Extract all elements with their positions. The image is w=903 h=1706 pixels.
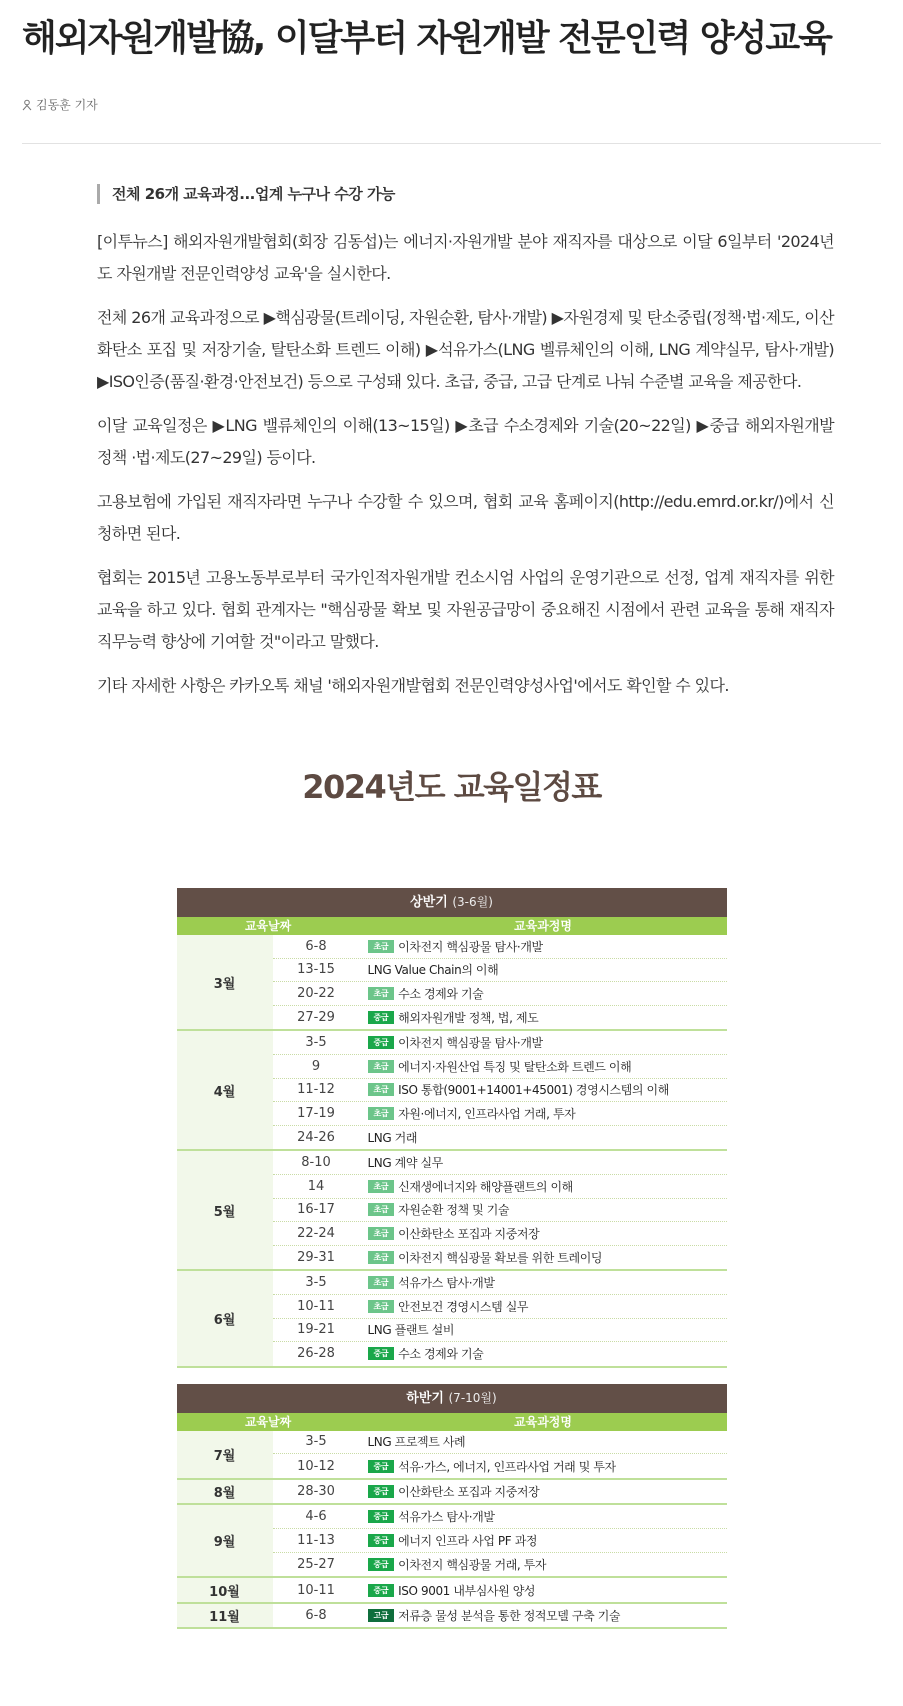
level-badge: 중급 [368,1534,395,1547]
level-badge: 중급 [368,1584,395,1597]
course-cell [360,961,727,978]
table-row [273,1222,727,1246]
column-header-course: 교육과정명 [514,919,572,933]
table-row [273,1578,727,1602]
month-rows [273,1505,727,1576]
month-group [177,1480,727,1506]
course-cell [360,985,727,1002]
course-date: 29-31 [297,1250,335,1266]
month-label: 6월 [177,1271,273,1365]
month-rows [273,1480,727,1504]
table-row [273,935,727,959]
course-name: 신재생에너지와 해양플랜트의 이해 [398,1179,573,1194]
course-date: 22-24 [297,1225,335,1241]
course-name: 해외자원개발 정책, 법, 제도 [398,1011,539,1026]
month-label: 7월 [177,1431,273,1478]
month-label: 4월 [177,1031,273,1149]
course-name: 이산화탄소 포집과 지중저장 [398,1226,540,1241]
course-date: 17-19 [297,1105,335,1121]
paragraph: 고용보험에 가입된 재직자라면 누구나 수강할 수 있으며, 협회 교육 홈페이지(http://edu.emrd.or.kr/)에서 신청하면 된다. [97,492,834,543]
table-row [273,1431,727,1455]
course-date: 14 [307,1178,325,1194]
course-cell [360,1458,727,1475]
course-date: 20-22 [297,985,335,1001]
course-name: 이차전지 핵심광물 탐사·개발 [398,1036,543,1051]
course-date: 11-12 [297,1082,335,1098]
level-badge: 초급 [368,1300,395,1313]
table-row [273,1102,727,1126]
course-date: 3-5 [305,1434,327,1450]
course-date: 27-29 [297,1010,335,1026]
article-subtitle: 전체 26개 교육과정...업계 누구나 수강 가능 [97,184,834,204]
course-name: 이차전지 핵심광물 거래, 투자 [398,1557,547,1572]
table-row [273,1055,727,1079]
table-row [273,1031,727,1055]
course-cell [360,1274,727,1291]
table-row [273,1295,727,1319]
course-date: 28-30 [297,1484,335,1500]
course-name: 석유가스 탐사·개발 [398,1276,495,1291]
course-cell [360,1081,727,1098]
course-date: 10-12 [297,1458,335,1474]
month-rows [273,1578,727,1602]
byline[interactable] [22,96,881,113]
level-badge: 중급 [368,1558,395,1571]
level-badge: 중급 [368,1460,395,1473]
course-name: 석유·가스, 에너지, 인프라사업 거래 및 투자 [398,1459,616,1474]
article-body [22,184,881,702]
month-label: 3월 [177,935,273,1029]
table-row [273,1246,727,1270]
course-cell [360,1154,727,1171]
course-date: 25-27 [297,1556,335,1572]
table-row [273,1199,727,1223]
course-cell [360,1298,727,1315]
month-rows [273,1431,727,1478]
level-badge: 초급 [368,1180,395,1193]
table-row [273,1454,727,1478]
month-label: 8월 [177,1480,273,1504]
month-group [177,1505,727,1578]
table-row [273,1480,727,1504]
course-name: 저류층 물성 분석을 통한 정적모델 구축 기술 [398,1609,621,1624]
level-badge: 중급 [368,1036,395,1049]
course-name: 이차전지 핵심광물 확보를 위한 트레이딩 [398,1251,603,1266]
course-name: LNG 거래 [367,1131,418,1146]
course-name: ISO 통합(9001+14001+45001) 경영시스템의 이해 [398,1083,669,1098]
month-group [177,1604,727,1630]
course-cell [360,1129,727,1146]
course-date: 19-21 [297,1322,335,1338]
course-name: 에너지 인프라 사업 PF 과정 [398,1533,538,1548]
course-name: 수소 경제와 기술 [398,986,484,1001]
column-header-row [177,917,727,935]
half-year-range: (3-6월) [452,895,493,909]
table-row [273,1604,727,1628]
course-date: 10-11 [297,1298,335,1314]
course-date: 26-28 [297,1346,335,1362]
half-year-header [177,888,727,917]
level-badge: 고급 [368,1609,395,1622]
course-cell [360,1105,727,1122]
course-date: 16-17 [297,1202,335,1218]
column-header-date: 교육날짜 [244,919,292,933]
column-header-course: 교육과정명 [514,1414,572,1429]
course-cell [360,1556,727,1573]
course-date: 6-8 [305,938,327,954]
course-date: 11-13 [297,1532,335,1548]
table-row [273,1126,727,1150]
course-cell [360,1178,727,1195]
course-name: LNG 프로젝트 사례 [367,1435,466,1450]
course-date: 4-6 [305,1509,327,1525]
schedule-table [177,888,727,1629]
course-cell [360,1009,727,1026]
course-name: 자원·에너지, 인프라사업 거래, 투자 [398,1106,576,1121]
course-name: 이차전지 핵심광물 탐사·개발 [398,939,543,954]
course-cell [360,1483,727,1500]
headline: 해외자원개발協, 이달부터 자원개발 전문인력 양성교육 [22,18,831,59]
month-rows [273,935,727,1029]
month-group [177,1271,727,1367]
half-year-section [177,888,727,1368]
author-name: 김동훈 기자 [36,98,98,112]
course-cell [360,1225,727,1242]
paragraph: 전체 26개 교육과정으로 ▶핵심광물(트레이딩, 자원순환, 탐사·개발) ▶자원경제 및 탄소중립(정책·법·제도, 이산화탄소 포집 및 저장기술, 탈탄소화 트렌드 이해) ▶석유가스(LNG 벨류체인의 이해, LNG 계약실무, 탐사·개발) ▶ISO인증(품질·환경·안전보건) 등으로 구성돼 있다. 초급, 중급, 고급 단계로 나눠 수준별 교육을 제공한다. [97,308,834,391]
table-row [273,1342,727,1366]
column-header-row [177,1413,727,1431]
course-cell [360,1607,727,1624]
table-row [273,1151,727,1175]
course-cell [360,1345,727,1362]
course-date: 10-11 [297,1582,335,1598]
month-rows [273,1031,727,1149]
level-badge: 중급 [368,1510,395,1523]
level-badge: 초급 [368,1107,395,1120]
table-row [273,1271,727,1295]
course-date: 8-10 [301,1155,331,1171]
month-group [177,1031,727,1151]
course-date: 13-15 [297,962,335,978]
course-date: 3-5 [305,1035,327,1051]
course-cell [360,938,727,955]
course-cell [360,1249,727,1266]
paragraph: 기타 자세한 사항은 카카오톡 채널 '해외자원개발협회 전문인력양성사업'에서도 확인할 수 있다. [97,676,729,695]
course-cell [360,1201,727,1218]
table-row [273,1319,727,1343]
course-cell [360,1582,727,1599]
schedule-title: 2024년도 교육일정표 [302,768,601,806]
course-name: LNG Value Chain의 이해 [367,963,499,978]
month-group [177,935,727,1031]
month-rows [273,1151,727,1269]
table-row [273,959,727,983]
course-cell [360,1058,727,1075]
level-badge: 중급 [368,1347,395,1360]
month-rows [273,1604,727,1628]
course-name: 에너지·자원산업 특징 및 탈탄소화 트렌드 이해 [398,1059,632,1074]
level-badge: 초급 [368,940,395,953]
table-row [273,1175,727,1199]
course-date: 9 [311,1058,321,1074]
month-label: 10월 [177,1578,273,1602]
course-date: 6-8 [305,1608,327,1624]
course-name: 수소 경제와 기술 [398,1347,484,1362]
course-name: 자원순환 정책 및 기술 [398,1203,510,1218]
half-year-range: (7-10월) [448,1390,497,1405]
month-label: 11월 [177,1604,273,1628]
header-divider [22,143,881,144]
table-row [273,1505,727,1529]
course-cell [360,1321,727,1338]
level-badge: 초급 [368,1203,395,1216]
level-badge: 초급 [368,1060,395,1073]
table-row [273,1006,727,1030]
half-year-header [177,1384,727,1413]
month-group [177,1431,727,1480]
month-group [177,1578,727,1604]
course-name: LNG 계약 실무 [367,1156,443,1171]
month-label: 5월 [177,1151,273,1269]
table-row [273,1553,727,1577]
course-date: 3-5 [305,1275,327,1291]
level-badge: 중급 [368,1485,395,1498]
level-badge: 초급 [368,1083,395,1096]
table-row [273,1529,727,1553]
month-rows [273,1271,727,1365]
course-name: ISO 9001 내부심사원 양성 [398,1583,536,1598]
paragraph: 협회는 2015년 고용노동부로부터 국가인적자원개발 컨소시엄 사업의 운영기관으로 선정, 업계 재직자를 위한 교육을 하고 있다. 협회 관계자는 "핵심광물 확보 및 자원공급망이 중요해진 시점에서 관련 교육을 통해 재직자 직무능력 향상에 기여할 것"이라고 말했다. [97,568,834,651]
course-name: LNG 플랜트 설비 [367,1323,455,1338]
month-label: 9월 [177,1505,273,1576]
level-badge: 초급 [368,1227,395,1240]
level-badge: 중급 [368,1011,395,1024]
course-date: 24-26 [297,1130,335,1146]
course-name: 이산화탄소 포집과 지중저장 [398,1485,540,1500]
course-cell [360,1532,727,1549]
course-cell [360,1433,727,1450]
table-row [273,982,727,1006]
person-icon [22,99,32,111]
column-header-date: 교육날짜 [244,1414,292,1429]
half-year-name: 하반기 [406,1390,444,1406]
month-group [177,1151,727,1271]
course-name: 석유가스 탐사·개발 [398,1510,495,1525]
course-name: 안전보건 경영시스템 실무 [398,1299,529,1314]
level-badge: 초급 [368,1251,395,1264]
level-badge: 초급 [368,1276,395,1289]
course-cell [360,1034,727,1051]
paragraph: [이투뉴스] 해외자원개발협회(회장 김동섭)는 에너지·자원개발 분야 재직자를 대상으로 이달 6일부터 '2024년도 자원개발 전문인력양성 교육'을 실시한다. [97,232,834,283]
half-year-name: 상반기 [410,895,448,910]
level-badge: 초급 [368,987,395,1000]
paragraph: 이달 교육일정은 ▶LNG 밸류체인의 이해(13~15일) ▶초급 수소경제와 기술(20~22일) ▶중급 해외자원개발 정책 ·법·제도(27~29일) 등이다. [97,416,834,467]
half-year-section [177,1384,727,1630]
table-row [273,1079,727,1103]
course-cell [360,1508,727,1525]
